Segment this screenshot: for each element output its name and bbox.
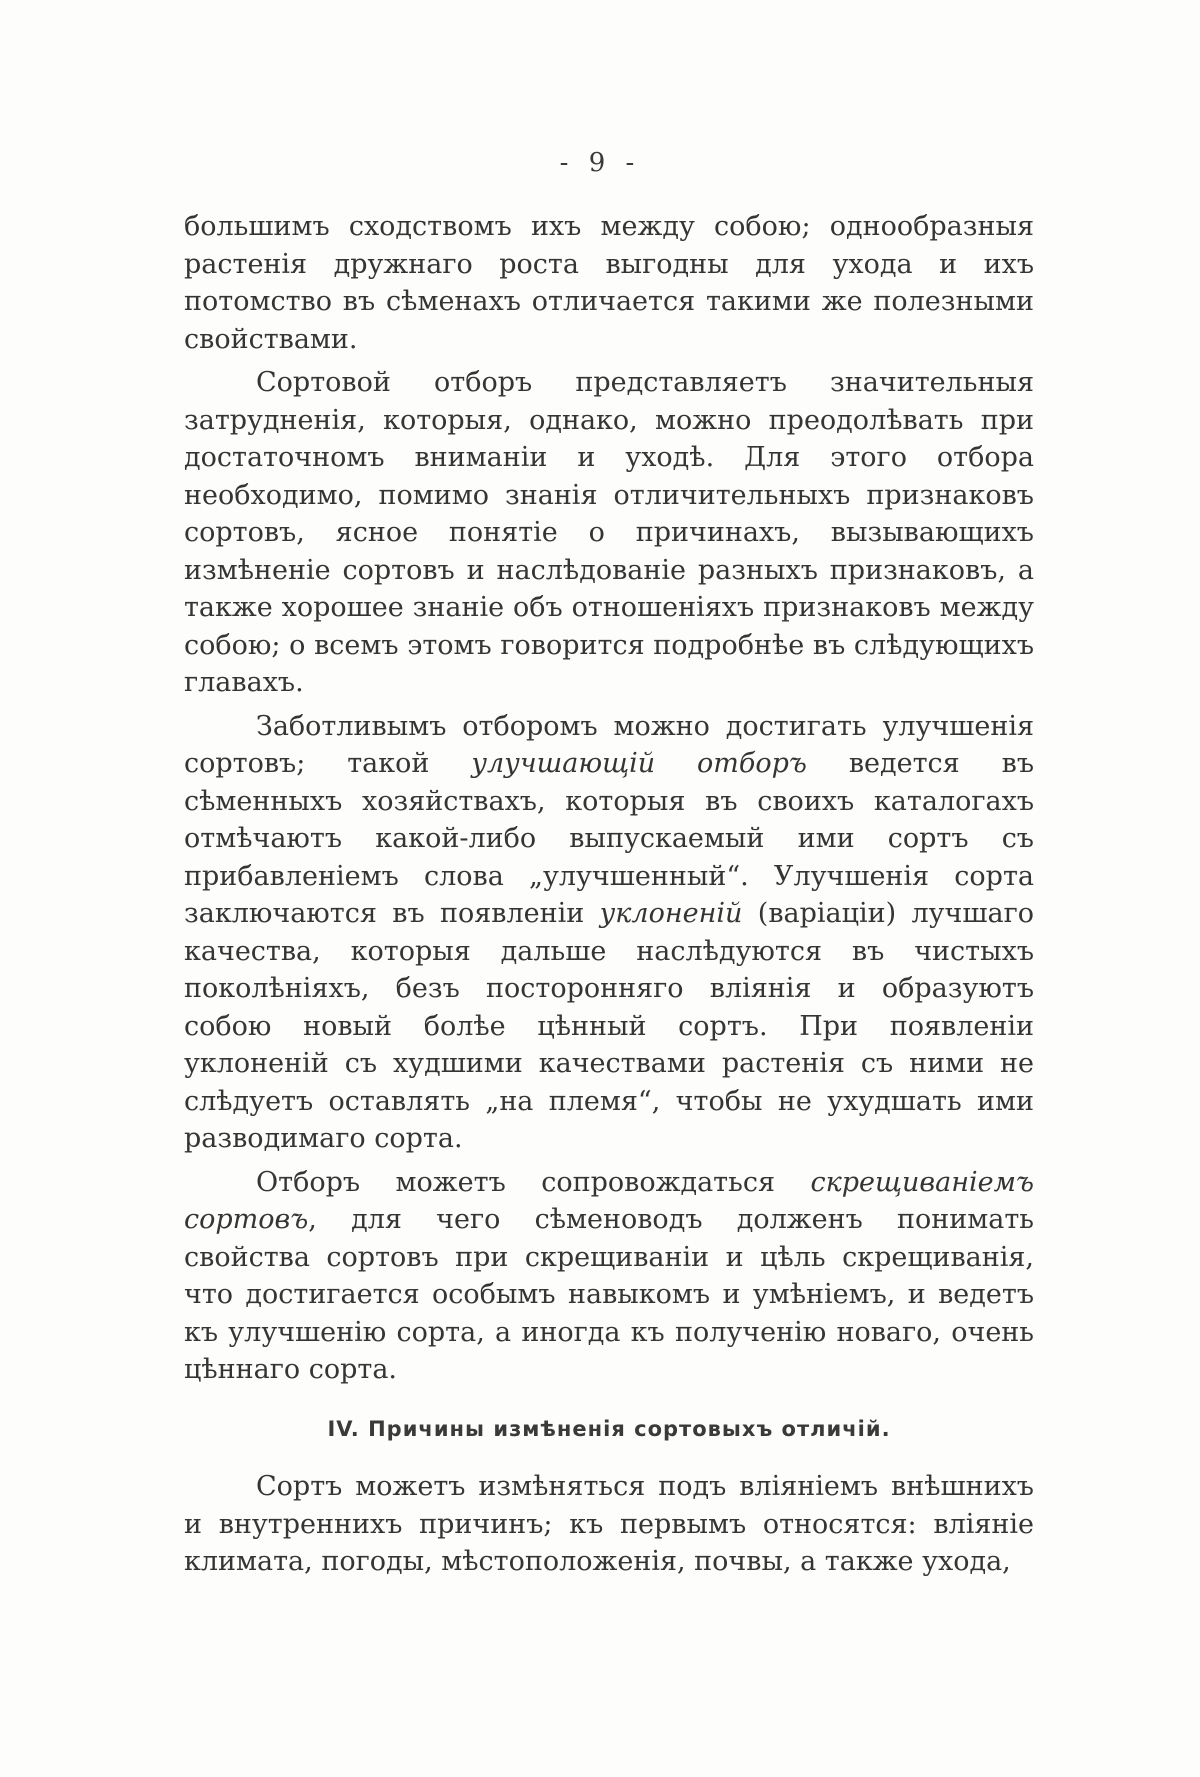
text-run: Отборъ можетъ сопровождаться bbox=[256, 1166, 811, 1198]
paragraph-2 bbox=[184, 364, 1034, 702]
page-number: - 9 - bbox=[559, 148, 641, 178]
paragraph-5 bbox=[184, 1468, 1034, 1581]
text-run: Сортовой отборъ представляетъ значительныя затрудненія, которыя, однако, можно преодолѣвать при достаточномъ вниманіи и уходѣ. Для этого отбора необходимо, помимо знанія отличительныхъ признаковъ сортовъ, ясное понятіе о причинахъ, вызывающихъ измѣненіе сортовъ и наслѣдованіе разныхъ признаковъ, а также хорошее знаніе объ отношеніяхъ признаковъ между собою; о всемъ этомъ говорится подробнѣе въ слѣдующихъ главахъ. bbox=[184, 367, 1034, 698]
italic-phrase: улучшающій отборъ bbox=[471, 748, 807, 779]
text-run: большимъ сходствомъ ихъ между собою; однообразныя растенія дружнаго роста выгодны для ухода и ихъ потомство въ сѣменахъ отличается такими же полезными свойствами. bbox=[184, 211, 1034, 355]
italic-phrase: скрещиваніемъ сортовъ bbox=[184, 1166, 1034, 1235]
paragraph-3 bbox=[184, 708, 1034, 1158]
text-run: Заботливымъ отборомъ можно достигать улучшенія сортовъ; такой bbox=[184, 710, 1034, 779]
text-run: ведется въ сѣменныхъ хозяйствахъ, которыя въ своихъ каталогахъ отмѣчаютъ какой-либо выпускаемый ими сортъ съ прибавленіемъ слова „улучшенный“. Улучшенія сорта заключаются въ появленіи bbox=[184, 748, 1035, 929]
paragraph-4 bbox=[184, 1164, 1034, 1389]
body-text bbox=[184, 208, 1034, 1581]
paragraph-1 bbox=[184, 208, 1034, 358]
italic-phrase: уклоненій bbox=[599, 898, 743, 929]
text-run: Сортъ можетъ измѣняться подъ вліяніемъ внѣшнихъ и внутреннихъ причинъ; къ первымъ относятся: вліяніе климата, погоды, мѣстоположенія, почвы, а также ухода, bbox=[184, 1471, 1034, 1577]
text-run: , для чего сѣменоводъ долженъ понимать свойства сортовъ при скрещиваніи и цѣль скрещиванія, что достигается особымъ навыкомъ и умѣніемъ, и ведетъ къ улучшенію сорта, а иногда къ полученію новаго, очень цѣннаго сорта. bbox=[184, 1204, 1034, 1385]
text-run: (варіаціи) лучшаго качества, которыя дальше наслѣдуются въ чистыхъ поколѣніяхъ, безъ посторонняго вліянія и образуютъ собою новый болѣе цѣнный сортъ. При появленіи уклоненій съ худшими качествами растенія съ ними не слѣдуетъ оставлять „на племя“, чтобы не ухудшать ими разводимаго сорта. bbox=[184, 898, 1035, 1154]
section-heading: IV. Причины измѣненія сортовыхъ отличій. bbox=[327, 1416, 891, 1441]
